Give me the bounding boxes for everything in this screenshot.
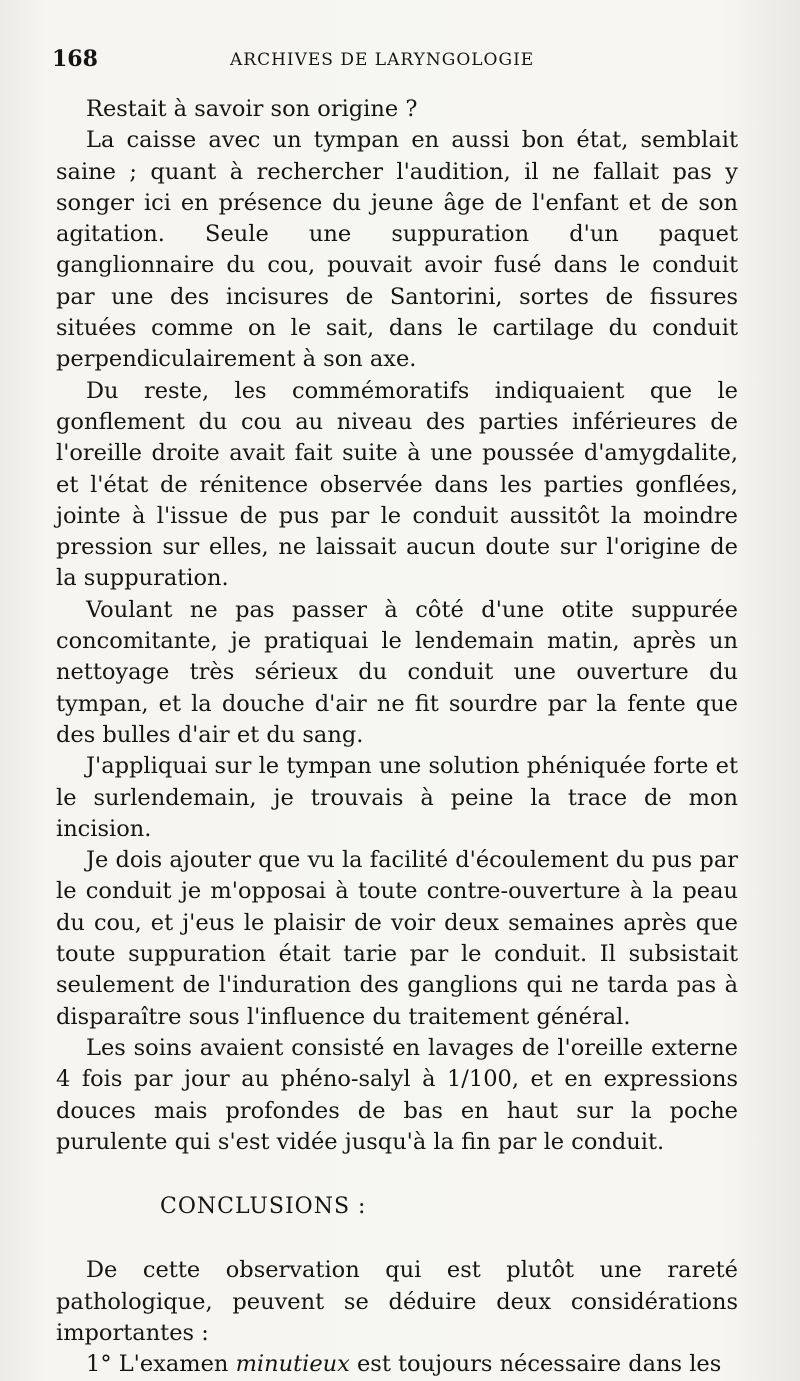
item-suffix: est toujours nécessaire dans les <box>349 1351 722 1378</box>
paragraph-commemoratifs: Du reste, les commémoratifs indiquaient que le gonflement du cou au niveau des parties inférieures de l'oreille droite avait fait suite à une poussée d'amygdalite, et l'état de rénitence observée dans les parties gonflées, jointe à l'issue de pus par le conduit aussitôt la moindre pression sur elles, ne laissait aucun doute sur l'origine de la suppuration. <box>56 377 738 592</box>
page-header <box>52 46 748 76</box>
body-text <box>56 94 738 1381</box>
page-number: 168 <box>52 46 98 72</box>
paragraph-origin-question: Restait à savoir son origine ? <box>86 96 418 122</box>
paragraph-caisse: La caisse avec un tympan en aussi bon état, semblait saine ; quant à rechercher l'audition, il ne fallait pas y songer ici en présence du jeune âge de l'enfant et de son agitation. Seule une suppuration d'un paquet ganglionnaire du cou, pouvait avoir fusé dans le conduit par une des incisures de Santorini, sortes de fissures situées comme on le sait, dans le cartilage du conduit perpendiculairement à son axe. <box>56 127 738 373</box>
item-prefix: 1° L'examen <box>86 1351 236 1378</box>
conclusion-item-1 <box>56 1349 738 1380</box>
paragraph-ecoulement: Je dois ajouter que vu la facilité d'écoulement du pus par le conduit je m'opposai à toute contre-ouverture à la peau du cou, et j'eus le plaisir de voir deux semaines après que toute suppuration était tarie par le conduit. Il subsistait seulement de l'induration des ganglions qui ne tarda pas à disparaître sous l'influence du traitement général. <box>56 847 738 1030</box>
conclusions-heading: CONCLUSIONS : <box>160 1194 367 1220</box>
paragraph-otite: Voulant ne pas passer à côté d'une otite suppurée concomitante, je pratiquai le lendemain matin, après un nettoyage très sérieux du conduit une ouverture du tympan, et la douche d'air ne fit sourdre par la fente que des bulles d'air et du sang. <box>56 596 738 748</box>
paragraph-observation: De cette observation qui est plutôt une rareté pathologique, peuvent se déduire deux considérations importantes : <box>56 1257 738 1346</box>
paragraph-solution: J'appliquai sur le tympan une solution phéniquée forte et le surlendemain, je trouvais à peine la trace de mon incision. <box>56 753 738 842</box>
item-italic-word: minutieux <box>235 1351 350 1378</box>
running-head: ARCHIVES DE LARYNGOLOGIE <box>230 50 535 70</box>
paragraph-soins: Les soins avaient consisté en lavages de l'oreille externe 4 fois par jour au phéno-salyl à 1/100, et en expressions douces mais profondes de bas en haut sur la poche purulente qui s'est vidée jusqu'à la fin par le conduit. <box>56 1034 738 1155</box>
